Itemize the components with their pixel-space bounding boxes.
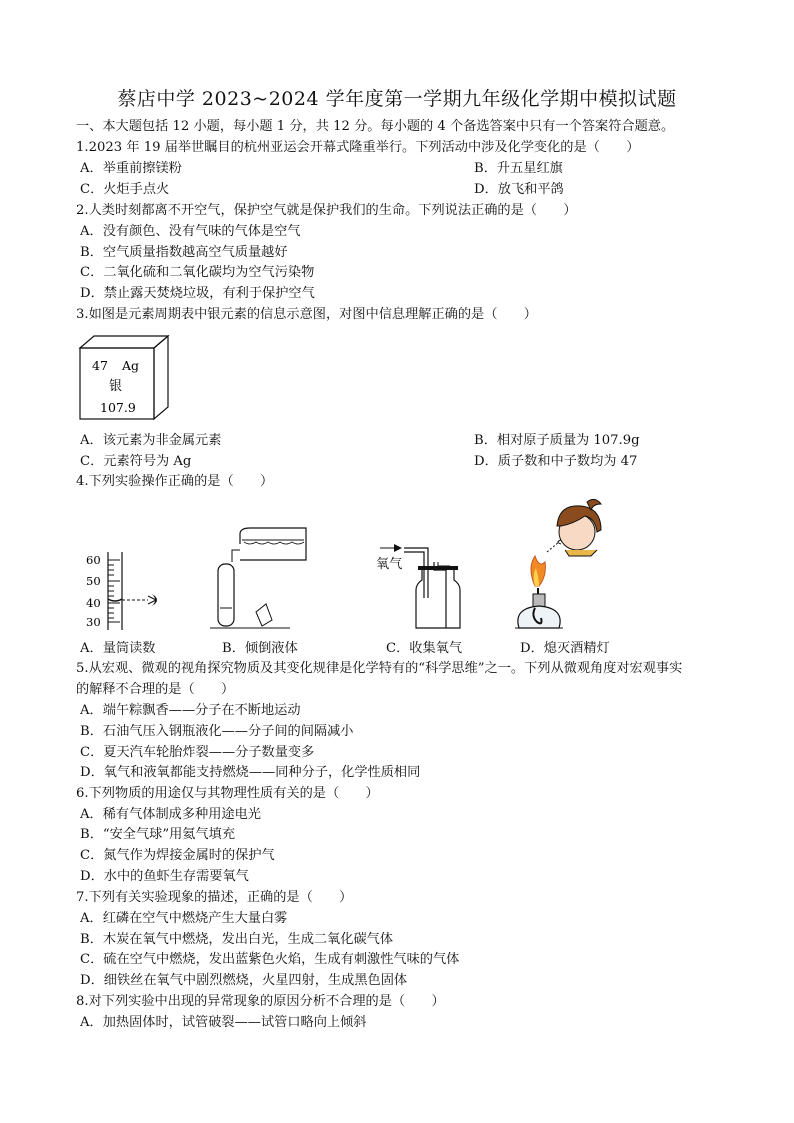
- bottle-stopper: [256, 604, 272, 626]
- q5-option-a: A．端午粽飘香——分子在不断地运动: [80, 703, 301, 718]
- section-instructions: 一、本大题包括 12 小题，每小题 1 分，共 12 分。每小题的 4 个备选答案中只有一个答案符合题意。: [76, 119, 675, 134]
- alcohol-lamp-figure: [505, 496, 615, 636]
- atomic-number: 47: [92, 358, 108, 373]
- q2-option-c: C．二氧化硫和二氧化碳均为空气污染物: [80, 265, 315, 280]
- q6-option-c: C．氮气作为焊接金属时的保护气: [80, 848, 275, 863]
- q7-option-b: B．木炭在氧气中燃烧，发出白光，生成二氧化碳气体: [80, 932, 394, 947]
- q6-option-d: D．水中的鱼虾生存需要氧气: [80, 869, 249, 884]
- element-symbol: Ag: [122, 358, 140, 373]
- test-tube: [218, 564, 234, 626]
- q6-option-b: B．“安全气球”用氦气填充: [80, 827, 236, 842]
- q5-stem-line1: 5.从宏观、微观的视角探究物质及其变化规律是化学特有的“科学思维”之一。下列从微观角度对宏观事实: [76, 661, 683, 676]
- q7-option-c: C．硫在空气中燃烧，发出蓝紫色火焰，生成有刺激性气味的气体: [80, 952, 460, 967]
- q4-stem: 4.下列实验操作正确的是（ ）: [76, 474, 274, 489]
- gas-bottle: [416, 570, 460, 628]
- silver-element-cell: [76, 332, 176, 422]
- lamp-body: [518, 606, 560, 628]
- q2-option-d: D．禁止露天焚烧垃圾，有利于保护空气: [80, 286, 315, 301]
- q3-stem: 3.如图是元素周期表中银元素的信息示意图，对图中信息理解正确的是（ ）: [76, 307, 537, 322]
- q4-option-a: A．量筒读数: [80, 641, 156, 656]
- tick-label: 50: [86, 574, 101, 588]
- q5-option-b: B．石油气压入钢瓶液化——分子间的间隔减小: [80, 724, 354, 739]
- q3-option-a: A．该元素为非金属元素: [80, 433, 222, 448]
- gas-collection-figure: [376, 540, 476, 635]
- q5-option-c: C．夏天汽车轮胎炸裂——分子数量变多: [80, 745, 315, 760]
- q5-option-d: D．氧气和液氧都能支持燃烧——同种分子，化学性质相同: [80, 765, 421, 780]
- q4-option-b: B．倾倒液体: [222, 641, 298, 656]
- tick-label: 60: [86, 553, 101, 567]
- q8-stem: 8.对下列实验中出现的异常现象的原因分析不合理的是（ ）: [76, 994, 445, 1009]
- q3-option-b: B．相对原子质量为 107.9g: [474, 433, 640, 448]
- q2-option-a: A．没有颜色、没有气味的气体是空气: [80, 224, 301, 239]
- q7-option-a: A．红磷在空气中燃烧产生大量白雾: [80, 911, 288, 926]
- exam-title: 蔡店中学 2023~2024 学年度第一学期九年级化学期中模拟试题: [117, 88, 677, 110]
- element-name: 银: [109, 379, 123, 394]
- q7-option-d: D．细铁丝在氧气中剧烈燃烧，火星四射，生成黑色固体: [80, 973, 408, 988]
- pouring-liquid-figure: [210, 520, 320, 635]
- q8-option-a: A．加热固体时，试管破裂——试管口略向上倾斜: [80, 1015, 367, 1030]
- q1-stem: 1.2023 年 19 届举世瞩目的杭州亚运会开幕式隆重举行。下列活动中涉及化学变化的是（ ）: [76, 140, 640, 155]
- stopper: [418, 566, 458, 570]
- atomic-mass: 107.9: [100, 400, 136, 415]
- graduated-cylinder-figure: [78, 548, 178, 634]
- eye-icon: [152, 594, 157, 606]
- q3-option-c: C．元素符号为 Ag: [80, 454, 192, 469]
- q7-stem: 7.下列有关实验现象的描述，正确的是（ ）: [76, 890, 353, 905]
- q1-option-b: B．升五星红旗: [474, 161, 563, 176]
- q1-option-a: A．举重前擦镁粉: [80, 161, 182, 176]
- q6-option-a: A．稀有气体制成多种用途电光: [80, 807, 261, 822]
- q5-stem-line2: 的解释不合理的是（ ）: [76, 682, 235, 697]
- q2-option-b: B．空气质量指数越高空气质量越好: [80, 245, 288, 260]
- oxygen-label: 氧气: [376, 557, 403, 572]
- q4-option-d: D．熄灭酒精灯: [520, 641, 610, 656]
- q1-option-c: C．火炬手点火: [80, 182, 170, 197]
- tick-label: 30: [86, 615, 101, 629]
- q2-stem: 2.人类时刻都离不开空气，保护空气就是保护我们的生命。下列说法正确的是（ ）: [76, 203, 577, 218]
- q3-option-d: D．质子数和中子数均为 47: [474, 454, 638, 469]
- tick-label: 40: [86, 596, 101, 610]
- q4-option-c: C．收集氧气: [386, 641, 463, 656]
- q1-option-d: D．放飞和平鸽: [474, 182, 564, 197]
- q6-stem: 6.下列物质的用途仅与其物理性质有关的是（ ）: [76, 786, 379, 801]
